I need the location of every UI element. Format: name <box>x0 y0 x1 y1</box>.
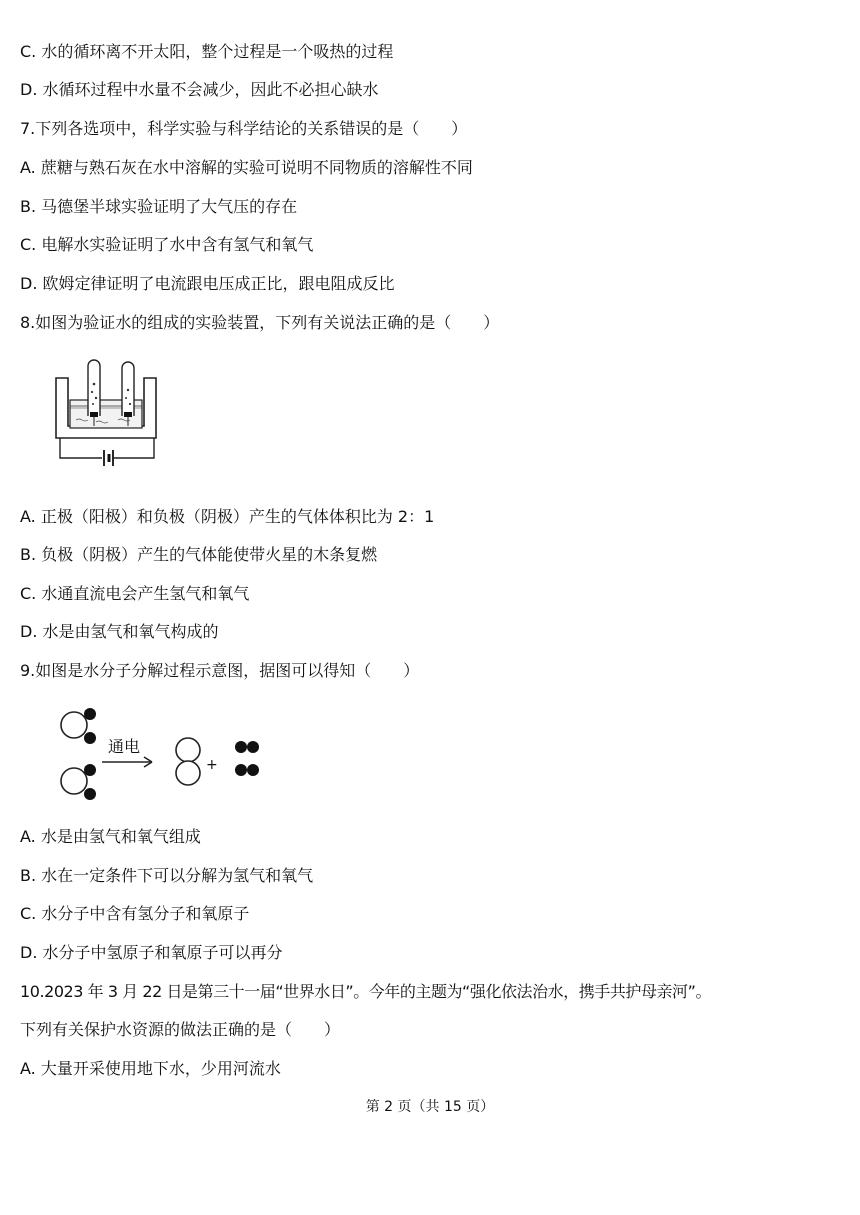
q10-stem-line1: 10.2023 年 3 月 22 日是第三十一届“世界水日”。今年的主题为“强化依法治水，携手共护母亲河”。 <box>20 982 711 1001</box>
q7-option-d: D. 欧姆定律证明了电流跟电压成正比，跟电阻成反比 <box>20 274 395 293</box>
left-electrode <box>90 412 98 417</box>
q8-stem: 8.如图为验证水的组成的实验装置，下列有关说法正确的是（ ） <box>20 313 500 332</box>
q9-option-b: B. 水在一定条件下可以分解为氢气和氧气 <box>20 866 314 885</box>
q9-option-d: D. 水分子中氢原子和氧原子可以再分 <box>20 943 283 962</box>
q6-option-c: C. 水的循环离不开太阳，整个过程是一个吸热的过程 <box>20 42 394 61</box>
q7-stem: 7.下列各选项中，科学实验与科学结论的关系错误的是（ ） <box>20 119 468 138</box>
q8-option-a: A. 正极（阳极）和负极（阴极）产生的气体体积比为 2：1 <box>20 507 435 526</box>
water-decomposition-figure <box>56 703 276 813</box>
water-molecule-top <box>61 708 96 744</box>
q6-option-d: D. 水循环过程中水量不会减少，因此不必担心缺水 <box>20 80 379 99</box>
hydrogen-molecule-bottom <box>235 764 259 776</box>
circuit-wire <box>60 438 154 458</box>
water-molecule-bottom <box>61 764 96 800</box>
hydrogen-molecule-top <box>235 741 259 753</box>
q10-stem-line2: 下列有关保护水资源的做法正确的是（ ） <box>20 1020 341 1039</box>
plus-sign: + <box>206 757 218 773</box>
oxygen-molecule <box>176 738 200 785</box>
q9-option-c: C. 水分子中含有氢分子和氧原子 <box>20 904 250 923</box>
q7-option-b: B. 马德堡半球实验证明了大气压的存在 <box>20 197 298 216</box>
q10-option-a: A. 大量开采使用地下水，少用河流水 <box>20 1059 281 1078</box>
q9-stem: 9.如图是水分子分解过程示意图，据图可以得知（ ） <box>20 661 420 680</box>
q8-option-b: B. 负极（阴极）产生的气体能使带火星的木条复燃 <box>20 545 378 564</box>
electrolysis-label: 通电 <box>108 737 141 756</box>
q8-option-c: C. 水通直流电会产生氢气和氧气 <box>20 584 250 603</box>
q7-option-c: C. 电解水实验证明了水中含有氢气和氧气 <box>20 235 314 254</box>
left-test-tube <box>88 360 100 416</box>
q7-option-a: A. 蔗糖与熟石灰在水中溶解的实验可说明不同物质的溶解性不同 <box>20 158 473 177</box>
electrolysis-apparatus-figure <box>52 360 162 470</box>
q9-option-a: A. 水是由氢气和氧气组成 <box>20 827 201 846</box>
q8-option-d: D. 水是由氢气和氧气构成的 <box>20 622 219 641</box>
page-footer: 第 2 页（共 15 页） <box>365 1099 495 1115</box>
right-electrode <box>124 412 132 417</box>
